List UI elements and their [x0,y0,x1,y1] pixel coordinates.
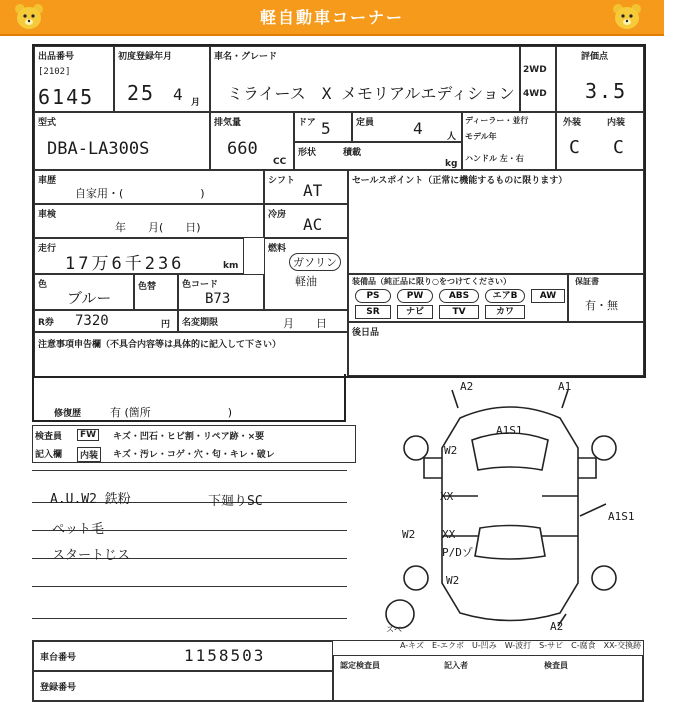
chassis-label: 車台番号 [40,653,77,663]
ext-grade: C [569,137,580,158]
mileage-value: 17万6千236 [65,254,185,274]
note-line-2: ペット毛 [52,522,105,537]
load-label: 積載 [343,148,362,158]
spare-tire-label: スペ [386,625,402,634]
displacement-label: 排気量 [214,118,242,128]
color-change-label: 色替 [138,282,157,292]
stamp-cell [333,655,643,701]
equip-aw: AW [531,289,565,303]
interior-items: キズ・汚レ・コゲ・穴・匂・キレ・破レ [113,450,275,460]
diagram-label-w2-left: W2 [402,528,416,541]
warranty-label: 保証書 [575,277,599,286]
capacity-label: 定員 [356,118,375,128]
chassis-cell [33,641,333,671]
handle-label: ハンドル 左・右 [465,154,524,163]
color-code-cell [178,274,264,310]
equip-abs: ABS [439,289,479,303]
name-change-cell [178,310,348,332]
first-reg-label: 初度登録年月 [118,52,173,62]
doors-label: ドア [298,118,316,128]
recycle-unit: 円 [161,320,171,330]
notice-cell [34,332,348,376]
shift-value: AT [303,181,323,200]
aircon-value: AC [303,215,323,234]
equip-ps: PS [355,289,391,303]
fw-tag: FW [77,429,99,441]
bear-mascot-icon [12,2,46,32]
int-grade: C [613,137,624,158]
mileage-cell [34,238,244,274]
car-outline-svg [380,378,642,636]
equip-leather: カワ [485,305,525,319]
load-unit: kg [445,159,458,169]
score-label: 評価点 [581,52,609,62]
car-damage-diagram [380,378,642,636]
banner-title: 軽自動車コーナー [259,8,404,27]
fw-items: キズ・凹石・ヒビ割・リペア跡・×要 [113,432,265,442]
int-label: 内装 [607,118,626,128]
note-line-1b: 下廻りSC [208,494,263,509]
inspection-cell [34,204,264,238]
sales-point-cell [348,170,644,274]
diagram-label-xx-1: XX [440,490,454,503]
back-date-label: 後日品 [352,328,380,338]
lot-code: [2102] [38,67,71,77]
model-name-cell [210,46,520,112]
name-change-label: 名変期限 [182,318,219,328]
color-cell [34,274,134,310]
stamp-label-1: 認定検査員 [340,661,380,670]
history-value: 自家用・( ) [75,187,205,200]
shape-label: 形状 [298,148,317,158]
inspector-label: 検査員 [35,432,63,442]
diagram-label-pd: P/Dゾ [442,546,473,559]
warranty-options: 有・無 [585,299,618,312]
history-label: 車歴 [38,176,57,186]
first-reg-cell [114,46,210,112]
bottom-section [32,640,644,702]
header-banner [0,0,664,36]
inspection-value: 年 月( 日) [115,221,201,234]
chassis-value: 1158503 [184,646,266,665]
inspector-section [32,425,356,463]
recycle-cell [34,310,178,332]
model-year-label: モデル年 [465,132,497,141]
equip-navi: ナビ [397,305,433,319]
color-value: ブルー [67,289,112,307]
lot-cell [34,46,114,112]
score-value: 3.5 [585,79,628,103]
diagram-label-w2-front: W2 [444,444,458,457]
doors-cell [294,112,352,142]
repair-value: 有 (箇所 ) [110,406,233,419]
displacement-unit: CC [273,157,287,167]
displacement-cell [210,112,294,170]
interior-tag: 内装 [77,447,101,462]
shift-cell [264,170,348,204]
dealer-cell [462,112,556,170]
note-line-1: A.U.W2 鉄粉 [50,492,131,507]
lot-label: 出品番号 [38,52,75,62]
equipment-cell [348,274,568,322]
drive-2wd: 2WD [523,65,547,75]
shift-label: シフト [268,176,296,186]
diagram-label-hood: A1S1 [496,424,523,437]
first-reg-year: 25 [127,81,156,105]
diagram-label-a1-top: A1 [558,380,572,393]
note-line-3: スタートじス [52,548,131,563]
displacement-value: 660 [227,139,258,159]
drive-4wd: 4WD [523,89,547,99]
diagram-legend: A-キズ E-エクボ U-凹み W-波打 S-サビ C-腐食 XX-交換跡 [400,641,642,650]
ext-int-cell [556,112,644,170]
inspector-notes [32,470,347,620]
equip-sr: SR [355,305,391,319]
first-reg-month: 4 [173,85,183,104]
fuel-label: 燃料 [268,244,287,254]
equip-pw: PW [397,289,433,303]
type-code-label: 型式 [38,118,57,128]
warranty-cell [568,274,644,322]
repair-label: 修復歴 [54,409,82,419]
sales-point-label: セールスポイント（正常に機能するものに限ります） [352,176,568,186]
capacity-cell [352,112,462,142]
reg-no-cell [33,671,333,701]
auction-sheet-form [32,44,646,378]
notice-label: 注意事項申告欄（不具合内容等は具体的に記入して下さい） [38,340,282,350]
color-code-label: 色コード [182,280,219,290]
diagram-label-a2-top: A2 [460,380,474,393]
type-code-cell [34,112,210,170]
diagram-label-w2-rear: W2 [446,574,460,587]
color-label: 色 [38,280,48,290]
aircon-cell [264,204,348,238]
name-change-due: 月 日 [283,317,327,330]
reg-no-label: 登録番号 [40,683,77,693]
recycle-label: R券 [38,318,54,328]
diagram-label-right: A1S1 [608,510,635,523]
model-name-value: ミライース X メモリアルエディション [227,84,515,103]
fuel-gasoline: ガソリン [289,253,341,271]
fuel-cell [264,238,348,310]
back-date-cell [348,322,644,376]
history-cell [34,170,264,204]
inspection-label: 車検 [38,210,57,220]
diagram-label-xx-2: XX [442,528,456,541]
dealer-label: ディーラー・並行 [465,116,529,125]
entry-label: 記入欄 [35,450,63,460]
drive-cell [520,46,556,112]
recycle-value: 7320 [75,313,109,329]
color-code-value: B73 [205,291,231,307]
capacity-value: 4 [413,119,423,138]
note-rule [32,470,347,471]
first-reg-month-unit: 月 [191,98,201,108]
color-change-cell [134,274,178,310]
equipment-label: 装備品（純正品に限り○をつけてください） [352,277,511,286]
score-cell [556,46,644,112]
mileage-unit: km [223,261,239,271]
fuel-diesel: 軽油 [295,275,317,288]
notice-area [32,374,346,422]
type-code-value: DBA-LA300S [47,139,150,159]
diagram-label-a2-bottom: A2 [550,620,564,633]
lot-number: 6145 [38,85,95,109]
note-rule [32,618,347,619]
capacity-unit: 人 [447,132,457,142]
shape-cell [294,142,462,170]
stamp-label-2: 記入者 [444,661,468,670]
ext-label: 外装 [563,118,582,128]
model-name-label: 車名・グレード [214,52,278,62]
stamp-label-3: 検査員 [544,661,568,670]
note-rule [32,586,347,587]
bear-mascot-icon [610,2,644,32]
doors-value: 5 [321,119,331,138]
equip-airbag: エアB [485,289,525,303]
equip-tv: TV [439,305,479,319]
aircon-label: 冷房 [268,210,287,220]
mileage-label: 走行 [38,244,57,254]
